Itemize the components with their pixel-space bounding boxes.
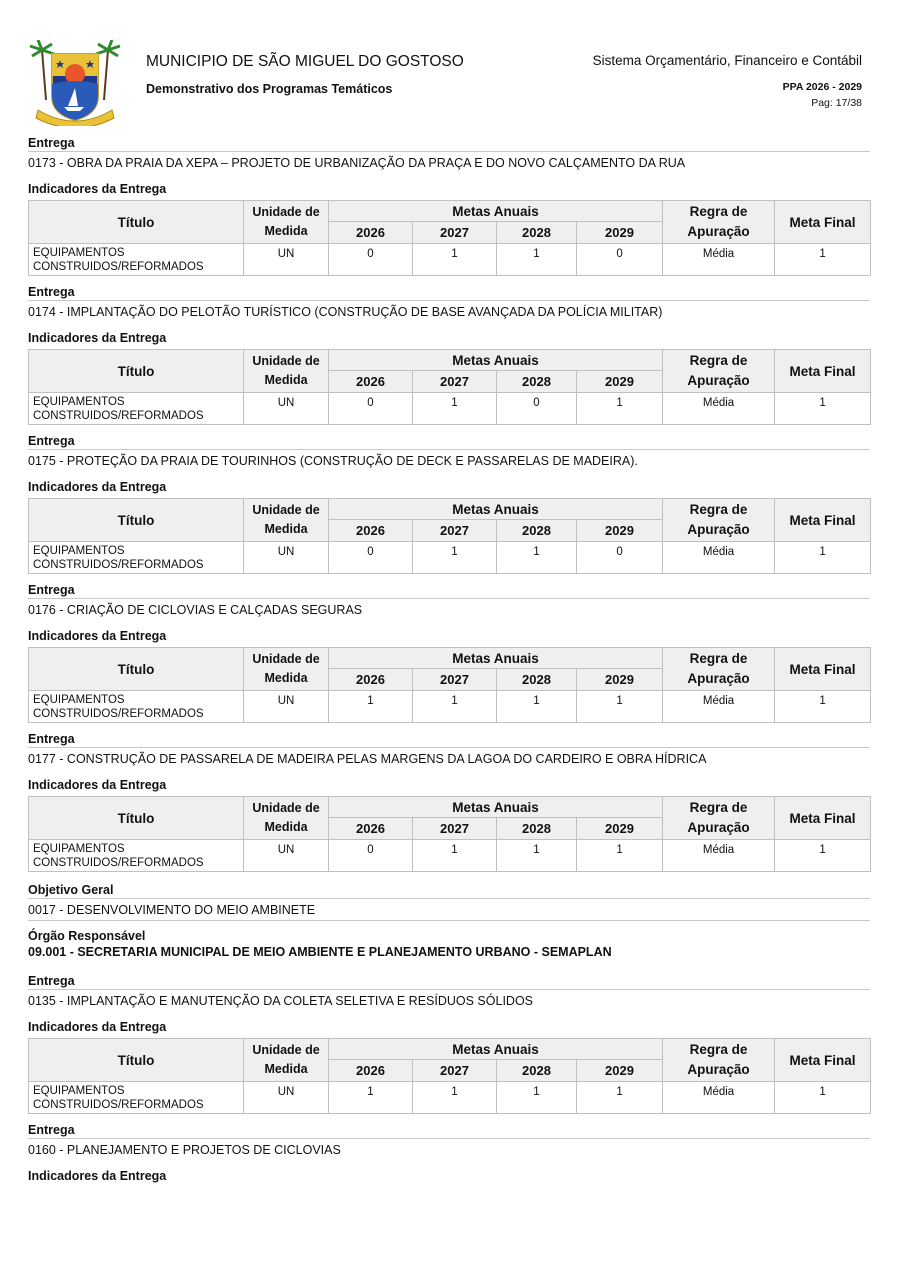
cell-value: 1 <box>497 1082 577 1114</box>
objetivo-geral-section <box>28 883 870 921</box>
indicadores-table <box>28 498 871 574</box>
header-titulo: Título <box>29 1039 244 1082</box>
header-titulo: Título <box>29 499 244 542</box>
cell-value: 0 <box>329 542 413 574</box>
orgao-responsavel-label: Órgão Responsável <box>28 929 146 943</box>
header-year: 2028 <box>497 818 577 840</box>
header-meta-final: Meta Final <box>775 1039 871 1082</box>
cell-regra: Média <box>663 393 775 425</box>
header-metas-anuais: Metas Anuais <box>329 499 663 520</box>
cell-unidade: UN <box>244 1082 329 1114</box>
header-unidade: Unidade de Medida <box>244 648 329 691</box>
entrega-title: 0175 - PROTEÇÃO DA PRAIA DE TOURINHOS (CONSTRUÇÃO DE DECK E PASSARELAS DE MADEIRA). <box>28 454 638 468</box>
header-meta-final: Meta Final <box>775 797 871 840</box>
cell-value: 0 <box>329 393 413 425</box>
municipality-name: MUNICIPIO DE SÃO MIGUEL DO GOSTOSO <box>146 53 464 70</box>
cell-titulo: EQUIPAMENTOS CONSTRUIDOS/REFORMADOS <box>29 840 244 872</box>
indicadores-table <box>28 349 871 425</box>
cell-value: 1 <box>577 393 663 425</box>
header-titulo: Título <box>29 797 244 840</box>
header-titulo: Título <box>29 648 244 691</box>
header-year: 2026 <box>329 669 413 691</box>
table-row <box>29 1082 871 1114</box>
cell-meta-final: 1 <box>775 840 871 872</box>
cell-value: 1 <box>413 244 497 276</box>
entrega-title: 0174 - IMPLANTAÇÃO DO PELOTÃO TURÍSTICO (CONSTRUÇÃO DE BASE AVANÇADA DA POLÍCIA MILITAR) <box>28 305 663 319</box>
header-year: 2029 <box>577 1060 663 1082</box>
header-metas-anuais: Metas Anuais <box>329 648 663 669</box>
header-year: 2027 <box>413 371 497 393</box>
cell-meta-final: 1 <box>775 244 871 276</box>
cell-value: 1 <box>413 840 497 872</box>
header-regra: Regra de Apuração <box>663 797 775 840</box>
header-year: 2027 <box>413 669 497 691</box>
cell-value: 1 <box>413 691 497 723</box>
entrega-section <box>28 434 870 574</box>
cell-meta-final: 1 <box>775 1082 871 1114</box>
entrega-section <box>28 732 870 872</box>
header-year: 2026 <box>329 1060 413 1082</box>
header-year: 2029 <box>577 818 663 840</box>
indicadores-label: Indicadores da Entrega <box>28 1020 167 1034</box>
entrega-section <box>28 583 870 723</box>
table-row <box>29 840 871 872</box>
cell-unidade: UN <box>244 244 329 276</box>
header-year: 2026 <box>329 371 413 393</box>
header-year: 2028 <box>497 222 577 244</box>
system-name: Sistema Orçamentário, Financeiro e Contábil <box>592 53 862 68</box>
entrega-section <box>28 1123 870 1183</box>
cell-unidade: UN <box>244 691 329 723</box>
indicadores-label: Indicadores da Entrega <box>28 629 167 643</box>
cell-meta-final: 1 <box>775 393 871 425</box>
header-unidade: Unidade de Medida <box>244 350 329 393</box>
header-regra: Regra de Apuração <box>663 499 775 542</box>
entrega-title: 0177 - CONSTRUÇÃO DE PASSARELA DE MADEIRA PELAS MARGENS DA LAGOA DO CARDEIRO E OBRA HÍDRICA <box>28 752 707 766</box>
orgao-responsavel-text: 09.001 - SECRETARIA MUNICIPAL DE MEIO AMBIENTE E PLANEJAMENTO URBANO - SEMAPLAN <box>28 945 612 959</box>
cell-titulo: EQUIPAMENTOS CONSTRUIDOS/REFORMADOS <box>29 244 244 276</box>
cell-value: 0 <box>577 244 663 276</box>
cell-value: 1 <box>497 542 577 574</box>
cell-value: 1 <box>577 1082 663 1114</box>
header-regra: Regra de Apuração <box>663 201 775 244</box>
cell-titulo: EQUIPAMENTOS CONSTRUIDOS/REFORMADOS <box>29 393 244 425</box>
page-header <box>0 0 900 130</box>
header-year: 2028 <box>497 371 577 393</box>
cell-value: 0 <box>329 244 413 276</box>
cell-value: 0 <box>329 840 413 872</box>
header-unidade: Unidade de Medida <box>244 797 329 840</box>
header-titulo: Título <box>29 201 244 244</box>
objetivo-geral-label: Objetivo Geral <box>28 883 870 899</box>
document-body <box>28 136 870 1183</box>
header-metas-anuais: Metas Anuais <box>329 1039 663 1060</box>
cell-regra: Média <box>663 840 775 872</box>
table-row <box>29 691 871 723</box>
header-titulo: Título <box>29 350 244 393</box>
cell-value: 0 <box>497 393 577 425</box>
indicadores-table <box>28 647 871 723</box>
entrega-label: Entrega <box>28 583 870 599</box>
cell-value: 1 <box>329 1082 413 1114</box>
header-year: 2029 <box>577 669 663 691</box>
cell-unidade: UN <box>244 840 329 872</box>
header-year: 2026 <box>329 818 413 840</box>
header-unidade: Unidade de Medida <box>244 499 329 542</box>
entrega-label: Entrega <box>28 285 870 301</box>
header-year: 2027 <box>413 520 497 542</box>
header-metas-anuais: Metas Anuais <box>329 350 663 371</box>
entrega-label: Entrega <box>28 732 870 748</box>
header-year: 2026 <box>329 222 413 244</box>
entrega-label: Entrega <box>28 1123 870 1139</box>
header-year: 2027 <box>413 818 497 840</box>
header-year: 2028 <box>497 520 577 542</box>
entrega-label: Entrega <box>28 136 870 152</box>
header-year: 2027 <box>413 1060 497 1082</box>
header-unidade: Unidade de Medida <box>244 1039 329 1082</box>
cell-value: 1 <box>413 393 497 425</box>
cell-value: 1 <box>497 244 577 276</box>
header-year: 2028 <box>497 669 577 691</box>
indicadores-label: Indicadores da Entrega <box>28 1169 167 1183</box>
indicadores-label: Indicadores da Entrega <box>28 480 167 494</box>
header-metas-anuais: Metas Anuais <box>329 201 663 222</box>
cell-value: 1 <box>577 840 663 872</box>
objetivo-geral-text: 0017 - DESENVOLVIMENTO DO MEIO AMBINETE <box>28 903 870 921</box>
orgao-responsavel-section <box>28 929 870 960</box>
header-meta-final: Meta Final <box>775 201 871 244</box>
cell-titulo: EQUIPAMENTOS CONSTRUIDOS/REFORMADOS <box>29 542 244 574</box>
cell-regra: Média <box>663 542 775 574</box>
header-unidade: Unidade de Medida <box>244 201 329 244</box>
table-row <box>29 542 871 574</box>
header-year: 2029 <box>577 371 663 393</box>
entrega-title: 0135 - IMPLANTAÇÃO E MANUTENÇÃO DA COLETA SELETIVA E RESÍDUOS SÓLIDOS <box>28 994 533 1008</box>
cell-meta-final: 1 <box>775 542 871 574</box>
indicadores-label: Indicadores da Entrega <box>28 778 167 792</box>
header-regra: Regra de Apuração <box>663 350 775 393</box>
municipal-coat-of-arms-logo <box>28 40 122 126</box>
header-meta-final: Meta Final <box>775 350 871 393</box>
cell-meta-final: 1 <box>775 691 871 723</box>
cell-titulo: EQUIPAMENTOS CONSTRUIDOS/REFORMADOS <box>29 691 244 723</box>
cell-value: 1 <box>497 691 577 723</box>
cell-regra: Média <box>663 1082 775 1114</box>
header-metas-anuais: Metas Anuais <box>329 797 663 818</box>
entrega-label: Entrega <box>28 434 870 450</box>
entrega-section <box>28 974 870 1114</box>
page-number: Pag: 17/38 <box>811 97 862 109</box>
cell-unidade: UN <box>244 393 329 425</box>
entrega-title: 0176 - CRIAÇÃO DE CICLOVIAS E CALÇADAS SEGURAS <box>28 603 363 617</box>
indicadores-table <box>28 200 871 276</box>
ppa-period: PPA 2026 - 2029 <box>782 81 862 93</box>
header-year: 2027 <box>413 222 497 244</box>
cell-value: 1 <box>497 840 577 872</box>
indicadores-label: Indicadores da Entrega <box>28 182 167 196</box>
cell-value: 1 <box>577 691 663 723</box>
header-year: 2029 <box>577 222 663 244</box>
header-year: 2029 <box>577 520 663 542</box>
entrega-title: 0160 - PLANEJAMENTO E PROJETOS DE CICLOVIAS <box>28 1143 341 1157</box>
table-row <box>29 393 871 425</box>
entrega-section <box>28 136 870 276</box>
cell-regra: Média <box>663 244 775 276</box>
table-row <box>29 244 871 276</box>
header-meta-final: Meta Final <box>775 499 871 542</box>
indicadores-table <box>28 1038 871 1114</box>
cell-titulo: EQUIPAMENTOS CONSTRUIDOS/REFORMADOS <box>29 1082 244 1114</box>
cell-value: 1 <box>413 542 497 574</box>
header-regra: Regra de Apuração <box>663 648 775 691</box>
header-regra: Regra de Apuração <box>663 1039 775 1082</box>
indicadores-table <box>28 796 871 872</box>
header-meta-final: Meta Final <box>775 648 871 691</box>
cell-value: 0 <box>577 542 663 574</box>
entrega-section <box>28 285 870 425</box>
document-title: Demonstrativo dos Programas Temáticos <box>146 82 393 96</box>
indicadores-label: Indicadores da Entrega <box>28 331 167 345</box>
header-year: 2026 <box>329 520 413 542</box>
cell-value: 1 <box>413 1082 497 1114</box>
entrega-label: Entrega <box>28 974 870 990</box>
cell-unidade: UN <box>244 542 329 574</box>
cell-regra: Média <box>663 691 775 723</box>
cell-value: 1 <box>329 691 413 723</box>
header-year: 2028 <box>497 1060 577 1082</box>
entrega-title: 0173 - OBRA DA PRAIA DA XEPA – PROJETO DE URBANIZAÇÃO DA PRAÇA E DO NOVO CALÇAMENTO DA RUA <box>28 156 686 170</box>
